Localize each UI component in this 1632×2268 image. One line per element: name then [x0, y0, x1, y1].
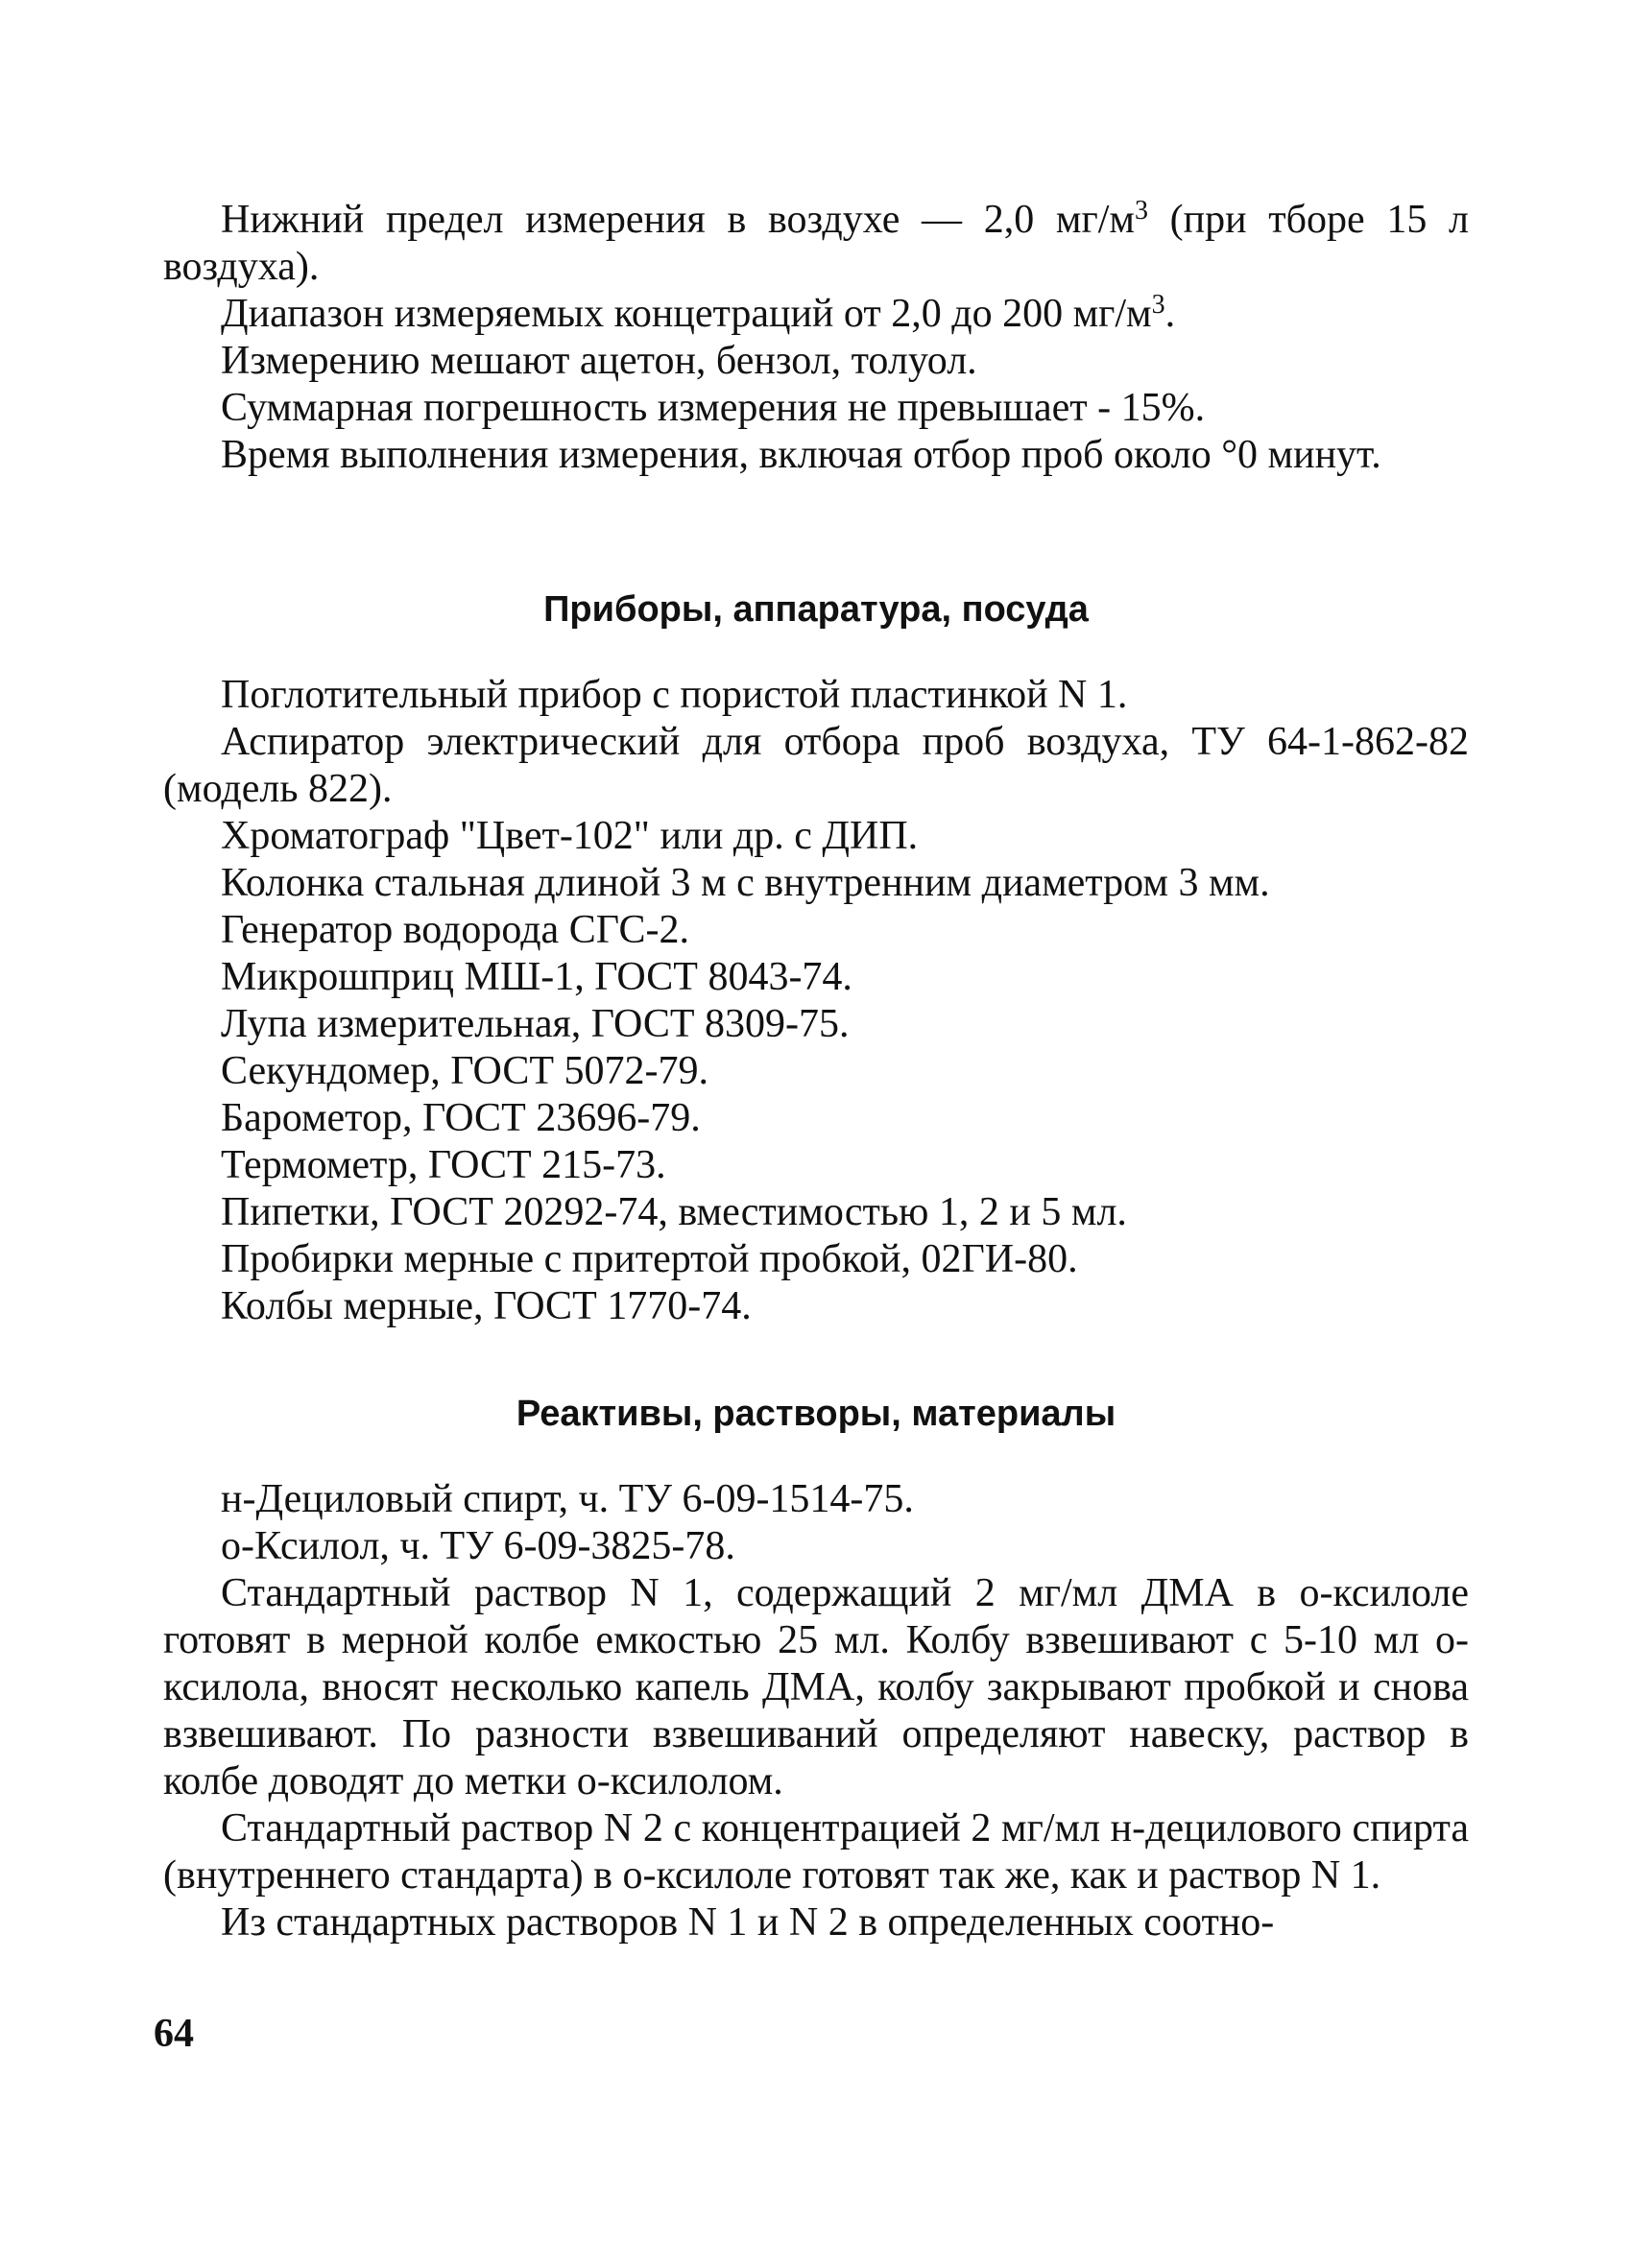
list-item: Микрошприц МШ-1, ГОСТ 8043-74. [221, 955, 852, 999]
page-number: 64 [154, 2012, 194, 2056]
intro-block [163, 197, 1469, 479]
list-item: Хроматограф "Цвет-102" или др. с ДИП. [221, 814, 919, 858]
list-item: Пипетки, ГОСТ 20292-74, вместимостью 1, 2 и 5 мл. [221, 1190, 1127, 1234]
list-item: Поглотительный прибор с пористой пластинкой N 1. [221, 673, 1128, 717]
intro-paragraph-interference: Измерению мешают ацетон, бензол, толуол. [221, 339, 977, 383]
list-item: Аспиратор электрический для отбора проб воздуха, ТУ 64-1-862-82 (модель 822). [163, 720, 1469, 811]
intro-paragraph-duration: Время выполнения измерения, включая отбор проб около °0 минут. [221, 433, 1381, 477]
equipment-list [163, 672, 1469, 1330]
list-item: Барометор, ГОСТ 23696-79. [221, 1096, 701, 1140]
section-heading-reagents: Реактивы, растворы, материалы [516, 1394, 1116, 1434]
reagent-paragraph: н-Дециловый спирт, ч. ТУ 6-09-1514-75. [221, 1477, 914, 1521]
intro-paragraph-error: Суммарная погрешность измерения не превышает ‐ 15%. [221, 386, 1206, 430]
list-item: Генератор водорода СГС-2. [221, 908, 689, 952]
list-item: Колонка стальная длиной 3 м с внутренним диаметром 3 мм. [221, 861, 1270, 905]
section-heading-equipment: Приборы, аппаратура, посуда [543, 589, 1089, 630]
intro-paragraph-detection-limit: Нижний предел измерения в воздухе — 2,0 $мг/м^3$ (при тборе 15 л воздуха). [163, 196, 1469, 289]
reagent-paragraph: Стандартный раствор N 1, содержащий 2 мг/мл ДМА в о-ксилоле готовят в мерной колбе емкостью 25 мл. Колбу взвешивают с 5-10 мл о-ксилола, вносят несколько капель ДМА, колбу закрывают пробкой и снова взвешивают. По разности взвешиваний определяют навеску, раствор в колбе доводят до метки о-ксилолом. [163, 1571, 1469, 1803]
list-item: Пробирки мерные с притертой пробкой, 02ГИ-80. [221, 1237, 1078, 1281]
intro-paragraph-range: Диапазон измеряемых концетраций от 2,0 до 200 $мг/м^3$. [221, 290, 1176, 336]
reagent-paragraph: о-Ксилол, ч. ТУ 6-09-3825-78. [221, 1524, 735, 1568]
reagent-paragraph: Из стандартных растворов N 1 и N 2 в определенных соотно- [221, 1900, 1275, 1945]
list-item: Термометр, ГОСТ 215-73. [221, 1143, 666, 1187]
reagent-paragraph: Стандартный раствор N 2 с концентрацией 2 мг/мл н-децилового спирта (внутреннего стандарта) в о-ксилоле готовят так же, как и раствор N 1. [163, 1806, 1469, 1898]
list-item: Лупа измерительная, ГОСТ 8309-75. [221, 1002, 850, 1046]
reagents-block [163, 1476, 1469, 1946]
list-item: Секундомер, ГОСТ 5072-79. [221, 1049, 708, 1093]
list-item: Колбы мерные, ГОСТ 1770-74. [221, 1284, 752, 1328]
